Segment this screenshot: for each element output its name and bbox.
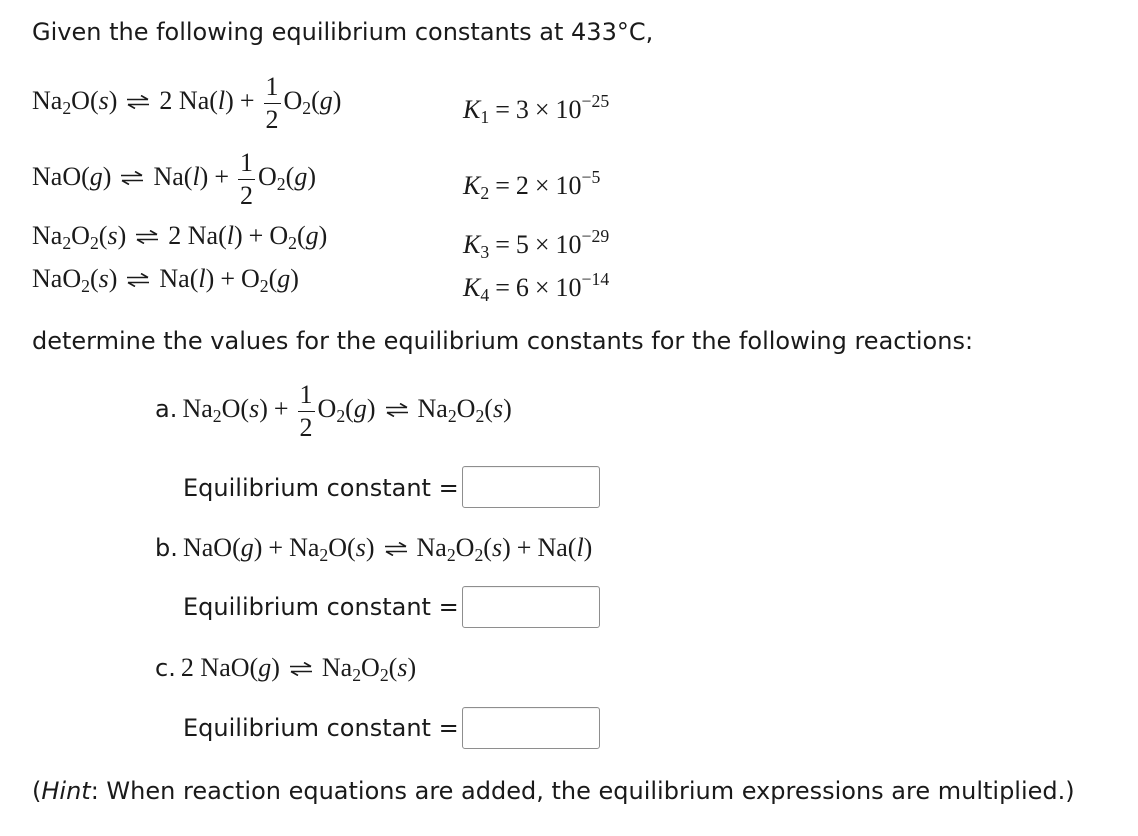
equilibrium-arrow-icon (126, 273, 150, 287)
equilibrium-arrow-icon (289, 662, 313, 676)
given-reaction-3: $Na_2O_2(s)$ 2 $Na(l) + O_2(g)$ (32, 221, 328, 253)
k3-value: $K_3 = 5 \times 10^{-29}$ (463, 226, 610, 262)
equilibrium-arrow-icon (385, 403, 409, 417)
k1-value: $K_1 = 3 \times 10^{-25}$ (463, 91, 610, 127)
part-b-answer-input[interactable] (462, 586, 600, 628)
given-reaction-1: $Na_2O(s)$ 2 Na(l) + $\frac{1}{2}$ $O_2(g)$ (32, 71, 342, 134)
prompt-text: determine the values for the equilibrium constants for the following reactions: (32, 327, 974, 355)
part-b-letter: b. (155, 534, 178, 562)
part-a-answer-input[interactable] (462, 466, 600, 508)
equilibrium-arrow-icon (135, 230, 159, 244)
equilibrium-arrow-icon (126, 95, 150, 109)
part-a-reaction: a. $Na_2O(s)$ + $\frac{1}{2}$ $O_2(g)$ $Na_2O_2(s)$ (155, 379, 512, 442)
part-b-reaction: b. $NaO(g) + Na_2O(s)$ $Na_2O_2(s) + Na(l)$ (155, 533, 593, 565)
k2-value: $K_2 = 2 \times 10^{-5}$ (463, 167, 601, 203)
k4-value: $K_4 = 6 \times 10^{-14}$ (463, 269, 610, 305)
part-a-letter: a. (155, 395, 178, 423)
part-c-answer-label: Equilibrium constant = (183, 714, 459, 742)
part-b-answer-label: Equilibrium constant = (183, 593, 459, 621)
part-a-answer-label: Equilibrium constant = (183, 474, 459, 502)
given-reaction-4: NaO$_2$(s) $Na(l) + O_2(g)$ (32, 264, 299, 296)
hint-label: Hint (41, 777, 91, 805)
hint-text: (Hint: When reaction equations are added, the equilibrium expressions are multiplied.) (32, 777, 1075, 805)
intro-text: Given the following equilibrium constants at 433°C, (32, 18, 654, 46)
equilibrium-arrow-icon (384, 542, 408, 556)
given-reaction-2: NaO(g) Na(l) + $\frac{1}{2}$ $O_2(g)$ (32, 147, 316, 210)
part-c-letter: c. (155, 654, 176, 682)
part-c-answer-input[interactable] (462, 707, 600, 749)
equilibrium-arrow-icon (120, 171, 144, 185)
part-c-reaction: c. 2 NaO(g) $Na_2O_2(s)$ (155, 653, 417, 685)
